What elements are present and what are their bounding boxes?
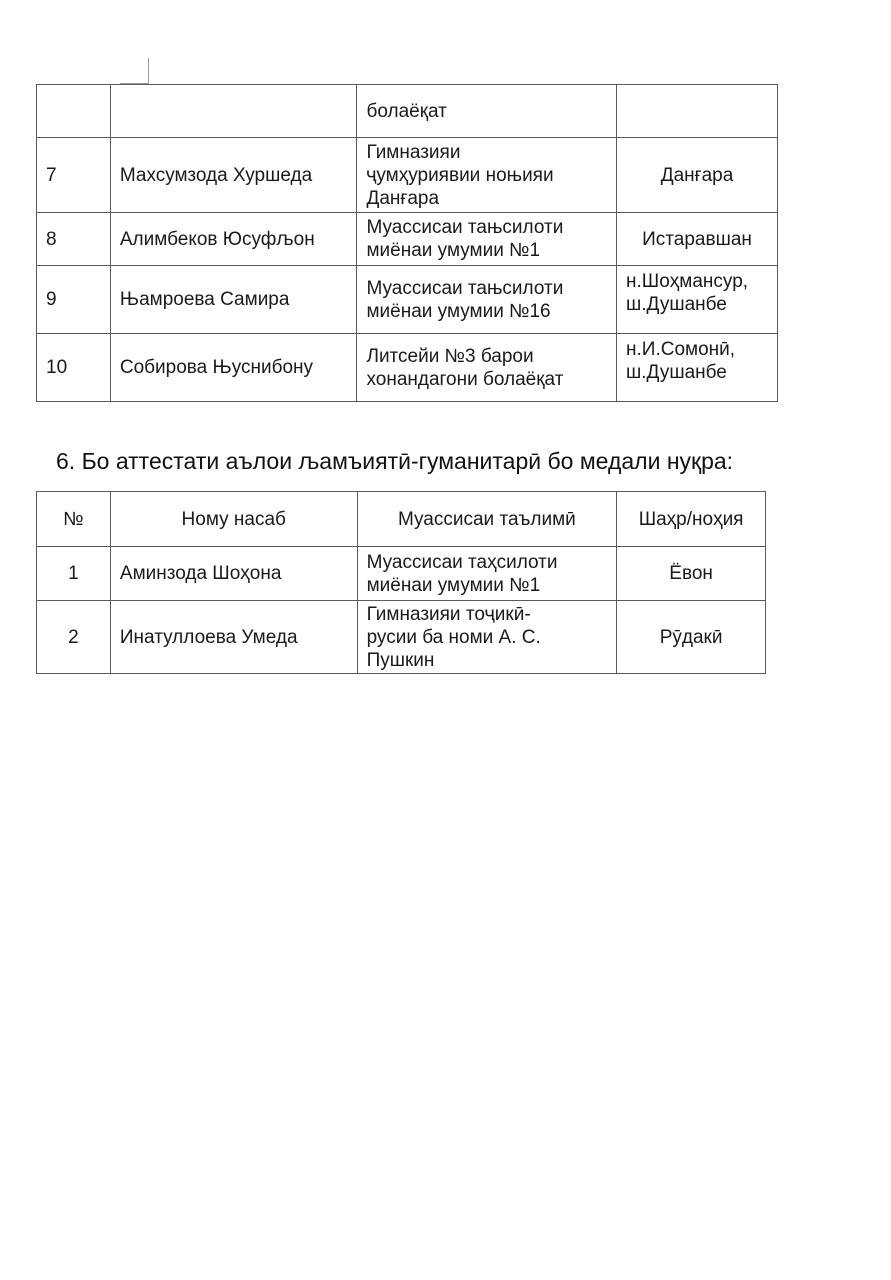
student-name: Инатуллоева Умеда	[110, 601, 357, 674]
table-row	[37, 601, 766, 674]
header-name: Ному насаб	[110, 492, 357, 547]
continued-awardees-table	[36, 84, 778, 402]
institution: Литсейи №3 барои хонандагони болаёқат	[357, 334, 617, 402]
city	[617, 85, 778, 138]
city: Ёвон	[617, 547, 766, 601]
city: Рӯдакӣ	[617, 601, 766, 674]
row-number: 1	[37, 547, 111, 601]
row-number: 8	[37, 213, 111, 266]
table-row	[37, 547, 766, 601]
table-header-row	[37, 492, 766, 547]
header-number: №	[37, 492, 111, 547]
institution: Гимназияи тоҷикӣ- русии ба номи А. С. Пушкин	[357, 601, 617, 674]
city: н.И.Сомонӣ, ш.Душанбе	[617, 334, 778, 402]
row-number	[37, 85, 111, 138]
table-row	[37, 266, 778, 334]
student-name: Собирова Њуснибону	[110, 334, 357, 402]
city: Истаравшан	[617, 213, 778, 266]
institution: Муассисаи тањсилоти миёнаи умумии №16	[357, 266, 617, 334]
table-row	[37, 85, 778, 138]
institution: Муассисаи таҳсилоти миёнаи умумии №1	[357, 547, 617, 601]
table-row	[37, 213, 778, 266]
header-city: Шаҳр/ноҳия	[617, 492, 766, 547]
row-number: 9	[37, 266, 111, 334]
table-row	[37, 334, 778, 402]
row-number: 7	[37, 138, 111, 213]
student-name: Махсумзода Хуршеда	[110, 138, 357, 213]
student-name	[110, 85, 357, 138]
row-number: 2	[37, 601, 111, 674]
row-number: 10	[37, 334, 111, 402]
section-heading: 6. Бо аттестати аълои љамъиятӣ-гуманитарӣ бо медали нуқра:	[56, 448, 734, 474]
student-name: Алимбеков Юсуфљон	[110, 213, 357, 266]
city: н.Шоҳмансур, ш.Душанбе	[617, 266, 778, 334]
city: Данғара	[617, 138, 778, 213]
student-name: Њамроева Самира	[110, 266, 357, 334]
header-institution: Муассисаи таълимӣ	[357, 492, 617, 547]
crop-mark	[148, 58, 149, 84]
table-row	[37, 138, 778, 213]
institution: Муассисаи тањсилоти миёнаи умумии №1	[357, 213, 617, 266]
institution: Гимназияи ҷумҳуриявии ноњияи Данғара	[357, 138, 617, 213]
silver-medal-humanities-table	[36, 491, 766, 674]
student-name: Аминзода Шоҳона	[110, 547, 357, 601]
institution: болаёқат	[357, 85, 617, 138]
